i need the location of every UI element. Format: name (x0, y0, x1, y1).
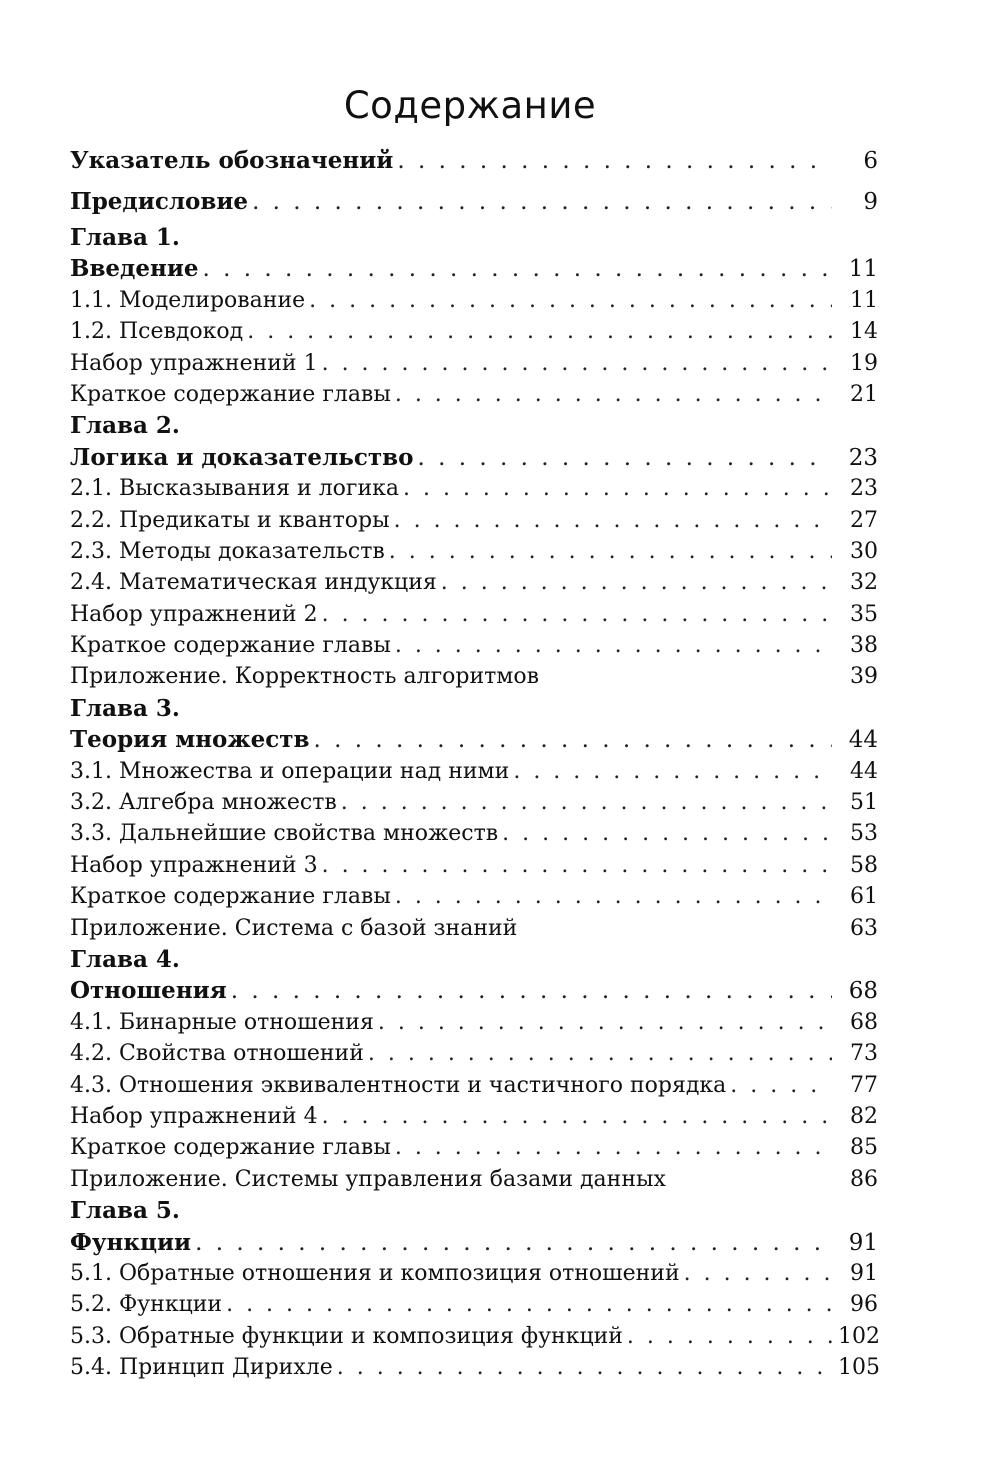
dot-leader (195, 1228, 832, 1259)
toc-entry[interactable] (70, 285, 878, 316)
toc-entry[interactable] (70, 505, 878, 536)
toc-page-number: 39 (850, 664, 878, 690)
toc-page-number: 102 (838, 1323, 880, 1349)
dot-leader (417, 443, 832, 474)
dot-leader (252, 182, 832, 223)
chapter-heading-4 (70, 944, 878, 975)
toc-entry[interactable] (70, 599, 878, 630)
chapter-number: Глава 5. (70, 1197, 180, 1225)
toc-entry-text: Теория множеств (70, 726, 310, 754)
toc-entry-text: 1.2. Псевдокод (70, 319, 244, 345)
toc-entry-text: 4.2. Свойства отношений (70, 1041, 364, 1067)
toc-page-number: 105 (838, 1355, 880, 1381)
dot-leader (403, 473, 832, 504)
toc-entry-notation-index[interactable] (70, 140, 878, 181)
toc-entry-text: 5.1. Обратные отношения и композиция отношений (70, 1260, 680, 1286)
toc-page-number: 82 (850, 1103, 878, 1129)
toc-entry-text: Отношения (70, 977, 227, 1005)
toc-page-number: 51 (850, 790, 878, 816)
dot-leader (341, 787, 832, 818)
toc-entry-text: 3.1. Множества и операции над ними (70, 758, 510, 784)
toc-entry-chapter-3[interactable] (70, 724, 878, 755)
toc-entry-text: Приложение. Системы управления базами данных (70, 1166, 666, 1192)
toc-page-number: 30 (850, 538, 878, 564)
toc-entry[interactable] (70, 1258, 878, 1289)
dot-leader (395, 1132, 832, 1163)
dot-leader (322, 599, 832, 630)
toc-page-number: 68 (848, 978, 878, 1005)
toc-entry-text: 3.2. Алгебра множеств (70, 790, 337, 816)
toc-page-number: 21 (850, 381, 878, 407)
toc-entry[interactable] (70, 1132, 878, 1163)
toc-entry-text: Краткое содержание главы (70, 381, 391, 407)
toc-entry-chapter-2[interactable] (70, 442, 878, 473)
toc-page-number: 6 (863, 148, 878, 174)
table-of-contents (70, 140, 878, 1383)
toc-entry-text: Набор упражнений 4 (70, 1103, 318, 1129)
toc-entry[interactable] (70, 1038, 878, 1069)
dot-leader (394, 505, 832, 536)
toc-entry[interactable] (70, 1070, 878, 1101)
toc-page-number: 91 (850, 1260, 878, 1286)
dot-leader (203, 254, 832, 285)
toc-entry[interactable] (70, 756, 878, 787)
chapter-heading-5 (70, 1195, 878, 1226)
toc-page-number: 44 (850, 758, 878, 784)
toc-entry[interactable] (70, 913, 878, 944)
toc-entry[interactable] (70, 1289, 878, 1320)
toc-entry-text: Набор упражнений 1 (70, 350, 318, 376)
dot-leader (231, 976, 832, 1007)
toc-page-number: 44 (848, 727, 878, 754)
toc-entry-text: Набор упражнений 2 (70, 601, 318, 627)
toc-entry-text: 5.4. Принцип Дирихле (70, 1355, 333, 1381)
toc-entry-text: 2.1. Высказывания и логика (70, 476, 399, 502)
toc-page-number: 73 (850, 1041, 878, 1067)
dot-leader (397, 141, 832, 182)
chapter-number: Глава 2. (70, 412, 180, 440)
toc-entry-text: 5.2. Функции (70, 1292, 223, 1318)
dot-leader (247, 316, 832, 347)
toc-page-number: 27 (850, 507, 878, 533)
toc-entry-text: Краткое содержание главы (70, 633, 391, 659)
toc-page-number: 68 (850, 1009, 878, 1035)
dot-leader (322, 1101, 832, 1132)
dot-leader (337, 1352, 832, 1383)
toc-entry-text: 1.1. Моделирование (70, 287, 306, 313)
toc-entry-text: 4.1. Бинарные отношения (70, 1009, 374, 1035)
toc-entry-preface[interactable] (70, 181, 878, 222)
toc-page-number: 85 (850, 1135, 878, 1161)
toc-entry-text: 5.3. Обратные функции и композиция функций (70, 1323, 623, 1349)
toc-page-number: 53 (850, 821, 878, 847)
dot-leader (395, 379, 832, 410)
dot-leader (368, 1038, 832, 1069)
toc-page-number: 86 (850, 1166, 878, 1192)
dot-leader (313, 725, 832, 756)
toc-page-number: 91 (848, 1229, 878, 1256)
dot-leader (395, 881, 832, 912)
chapter-number: Глава 4. (70, 945, 180, 973)
dot-leader (502, 818, 832, 849)
toc-entry[interactable] (70, 1101, 878, 1132)
toc-entry[interactable] (70, 818, 878, 849)
chapter-number: Глава 3. (70, 694, 180, 722)
toc-entry[interactable] (70, 379, 878, 410)
dot-leader (322, 850, 832, 881)
toc-entry-text: 4.3. Отношения эквивалентности и частичного порядка (70, 1072, 727, 1098)
toc-entry-text: 2.3. Методы доказательств (70, 538, 385, 564)
toc-entry-text: 2.2. Предикаты и кванторы (70, 507, 390, 533)
toc-entry[interactable] (70, 1321, 878, 1352)
toc-page-number: 38 (850, 633, 878, 659)
toc-page-number: 9 (863, 189, 878, 215)
dot-leader (627, 1321, 832, 1352)
dot-leader (730, 1070, 832, 1101)
toc-entry-text: Краткое содержание главы (70, 884, 391, 910)
chapter-number: Глава 1. (70, 224, 180, 251)
toc-page-number: 11 (848, 256, 878, 283)
dot-leader (309, 285, 832, 316)
toc-entry-text: Указатель обозначений (70, 147, 394, 174)
toc-entry-text: Функции (70, 1228, 192, 1256)
toc-entry-text: Предисловие (70, 188, 249, 215)
toc-entry[interactable] (70, 316, 878, 347)
dot-leader (378, 1007, 832, 1038)
dot-leader (684, 1258, 832, 1289)
toc-page-number: 77 (850, 1072, 878, 1098)
toc-entry-text: Приложение. Корректность алгоритмов (70, 664, 540, 690)
toc-page-number: 23 (848, 444, 878, 471)
toc-entry[interactable] (70, 850, 878, 881)
toc-page-number: 35 (850, 601, 878, 627)
chapter-heading-1 (70, 222, 878, 253)
chapter-heading-2 (70, 410, 878, 441)
toc-page-number: 23 (850, 476, 878, 502)
toc-entry-text: Набор упражнений 3 (70, 852, 318, 878)
toc-entry-text: Приложение. Система с базой знаний (70, 915, 518, 941)
dot-leader (226, 1289, 832, 1320)
toc-entry[interactable] (70, 1007, 878, 1038)
toc-entry[interactable] (70, 1164, 878, 1195)
dot-leader (389, 536, 832, 567)
toc-page-number: 19 (850, 350, 878, 376)
page-title: Содержание (343, 84, 597, 127)
dot-leader (395, 630, 832, 661)
toc-entry-text: Краткое содержание главы (70, 1135, 391, 1161)
toc-page-number: 11 (850, 287, 878, 313)
toc-entry[interactable] (70, 1352, 878, 1383)
toc-page-number: 14 (850, 319, 878, 345)
toc-entry-text: Логика и доказательство (70, 443, 414, 471)
toc-entry[interactable] (70, 473, 878, 504)
toc-entry[interactable] (70, 536, 878, 567)
toc-entry-chapter-5[interactable] (70, 1227, 878, 1258)
dot-leader (441, 567, 832, 598)
toc-entry[interactable] (70, 348, 878, 379)
toc-entry-text: 2.4. Математическая индукция (70, 570, 437, 596)
toc-page-number: 32 (850, 570, 878, 596)
toc-page-number: 61 (850, 884, 878, 910)
toc-entry-text: Введение (70, 255, 199, 283)
toc-entry[interactable] (70, 567, 878, 598)
dot-leader (322, 348, 832, 379)
toc-page-number: 58 (850, 852, 878, 878)
toc-entry[interactable] (70, 881, 878, 912)
toc-entry[interactable] (70, 787, 878, 818)
toc-entry-chapter-1[interactable] (70, 253, 878, 284)
toc-entry-text: 3.3. Дальнейшие свойства множеств (70, 821, 499, 847)
toc-page-number: 96 (850, 1292, 878, 1318)
toc-entry-chapter-4[interactable] (70, 975, 878, 1006)
dot-leader (513, 756, 832, 787)
toc-page-number: 63 (850, 915, 878, 941)
chapter-heading-3 (70, 693, 878, 724)
toc-entry[interactable] (70, 630, 878, 661)
toc-entry[interactable] (70, 661, 878, 692)
